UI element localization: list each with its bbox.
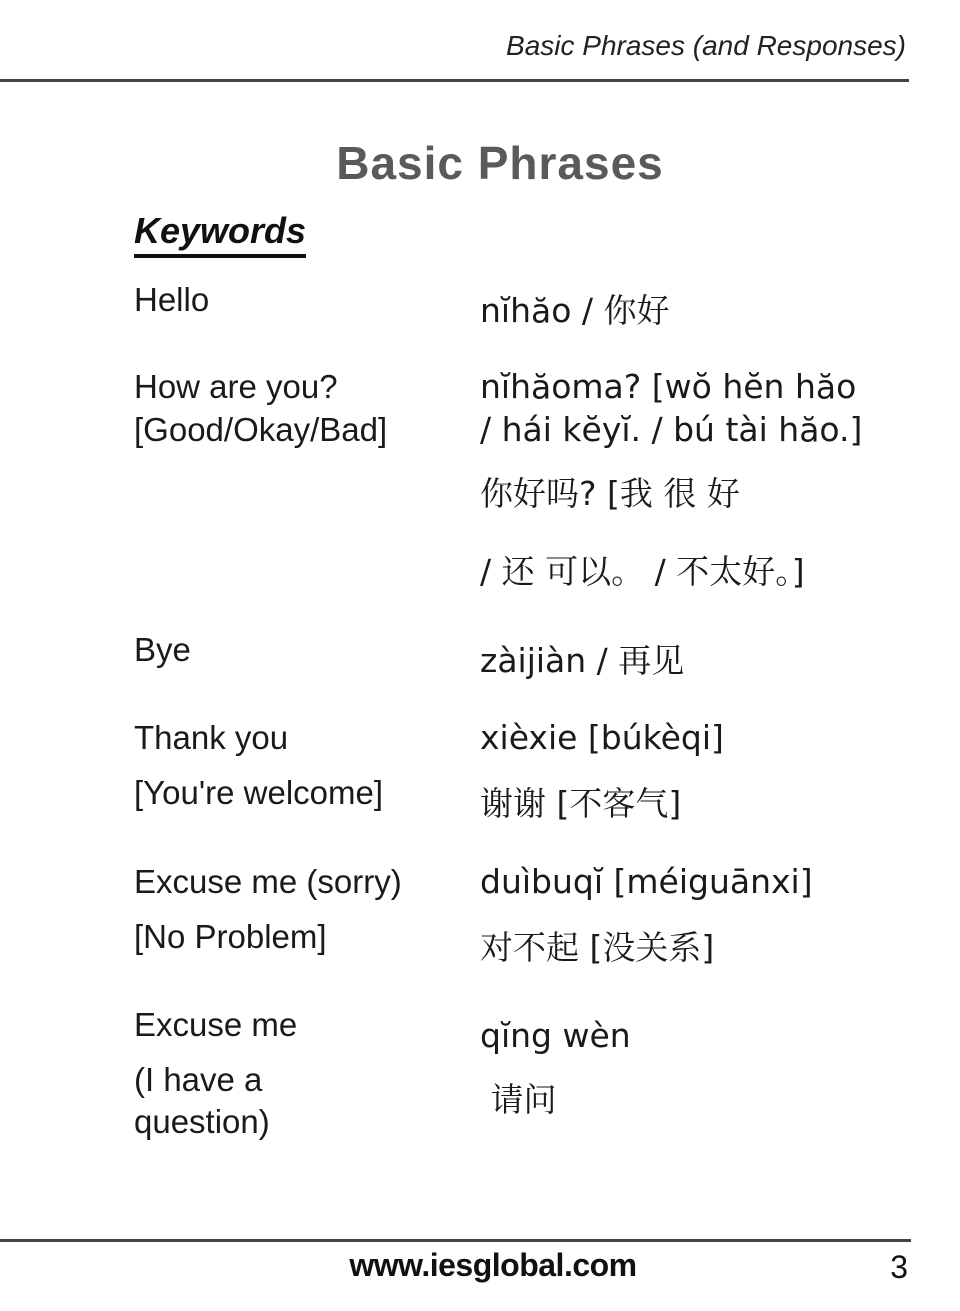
english-response: [Good/Okay/Bad] <box>134 411 388 448</box>
english-phrase-line: (I have a <box>134 1061 263 1098</box>
pinyin-line: / hái kĕyĭ. / bú tài hăo.] <box>480 410 863 449</box>
footer-rule <box>0 1239 911 1242</box>
header-rule <box>0 79 909 82</box>
hanzi-line: 请问 <box>480 1080 557 1119</box>
pinyin-line: duìbuqĭ [méiguānxi] <box>480 862 813 901</box>
english-phrase: How are you? <box>134 368 338 405</box>
page-title: Basic Phrases <box>336 137 664 189</box>
english-response: [No Problem] <box>134 918 327 955</box>
hanzi-line: 你好吗? [我 很 好 <box>480 474 740 513</box>
footer-url-link[interactable]: www.iesglobal.com <box>349 1247 637 1283</box>
english-phrase: Excuse me <box>134 1006 298 1043</box>
pinyin-line: qĭng wèn <box>480 1016 631 1055</box>
hanzi-line: 对不起 [没关系] <box>480 928 715 967</box>
english-phrase-line: question) <box>134 1103 270 1140</box>
pinyin-line: xièxie [búkèqi] <box>480 718 724 757</box>
hanzi-line: / 还 可以。 / 不太好。] <box>480 552 805 591</box>
page-number: 3 <box>890 1249 908 1285</box>
english-phrase: Excuse me (sorry) <box>134 863 402 900</box>
chinese-translation: nĭhăo / 你好 <box>480 291 670 330</box>
running-head: Basic Phrases (and Responses) <box>506 30 906 61</box>
english-phrase: Hello <box>134 281 210 318</box>
pinyin-line: nĭhăoma? [wŏ hĕn hăo <box>480 367 857 406</box>
section-heading-keywords: Keywords <box>134 210 306 258</box>
hanzi-line: 谢谢 [不客气] <box>480 784 682 823</box>
chinese-translation: zàijiàn / 再见 <box>480 641 685 680</box>
english-phrase: Thank you <box>134 719 289 756</box>
english-phrase: Bye <box>134 631 191 668</box>
english-response: [You're welcome] <box>134 774 384 811</box>
